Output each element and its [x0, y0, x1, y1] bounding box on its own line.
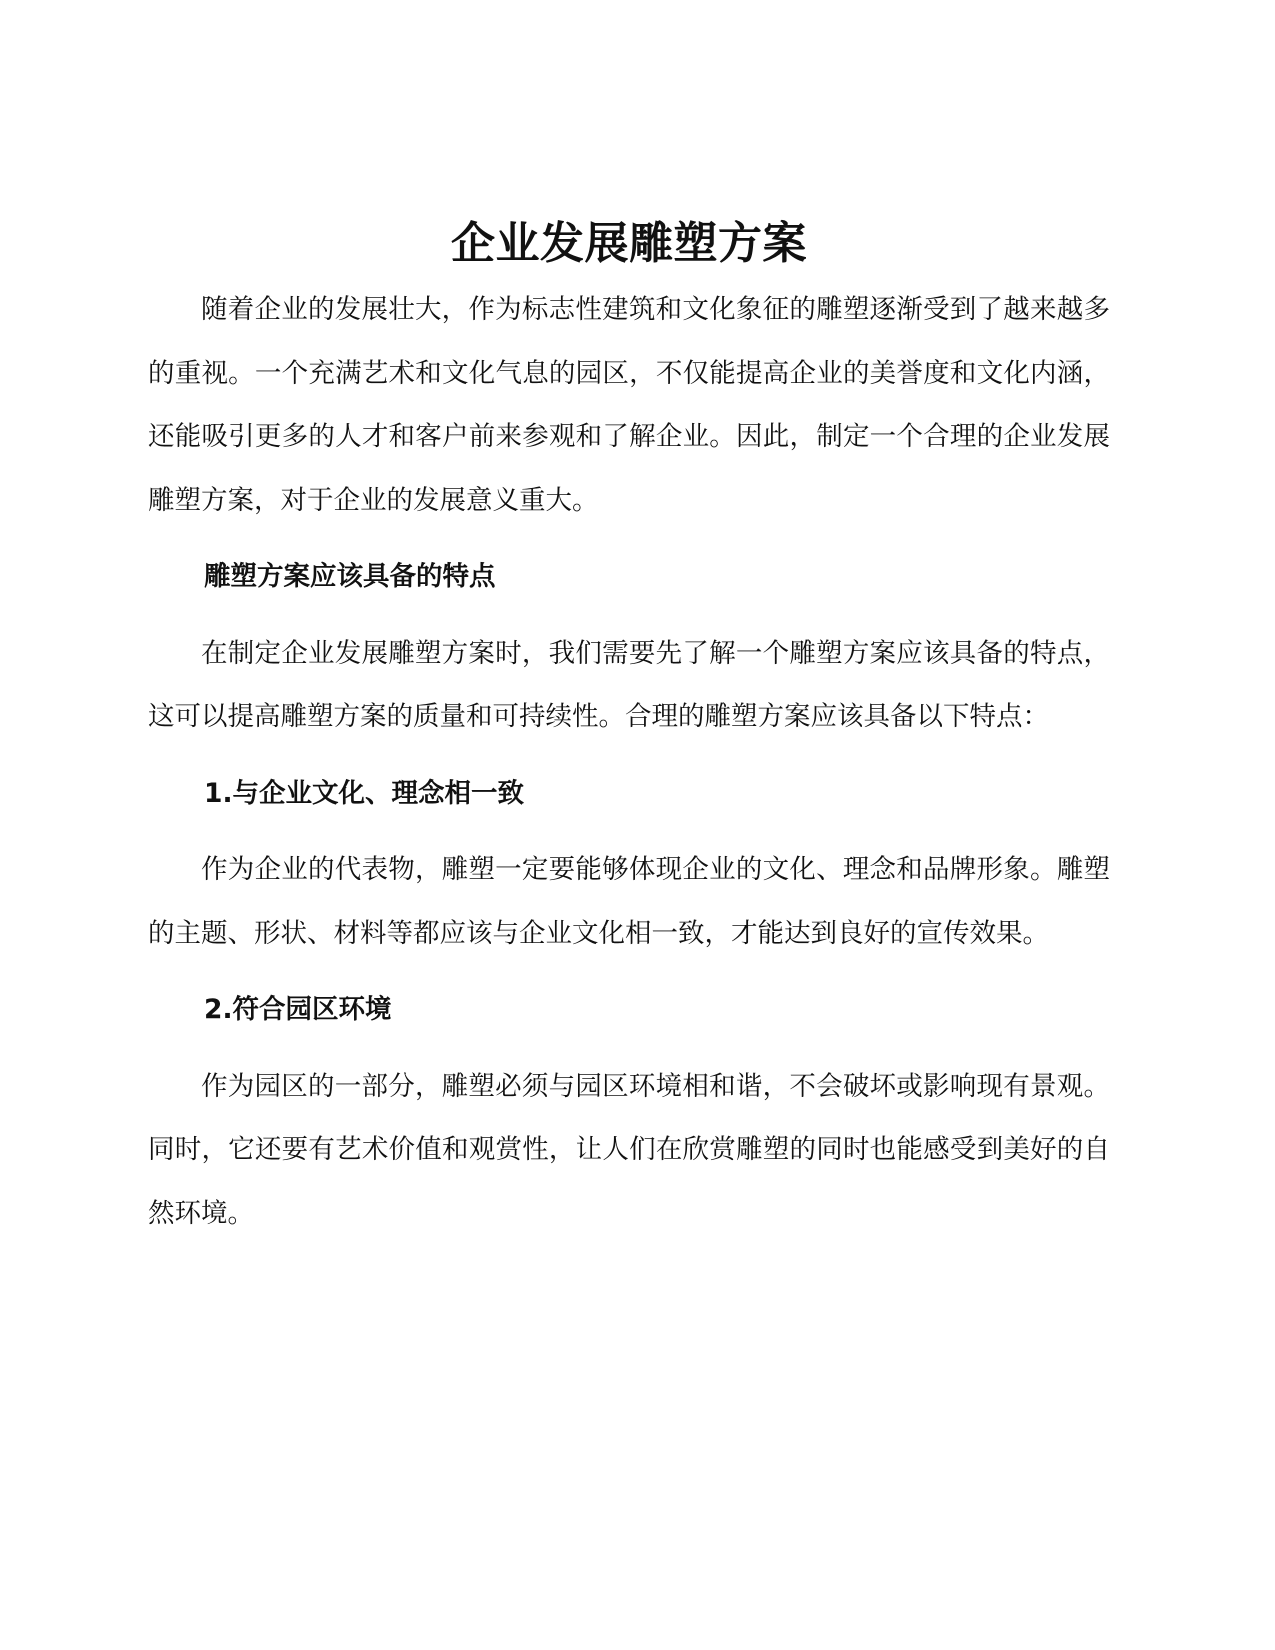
- point-1-paragraph: 作为企业的代表物，雕塑一定要能够体现企业的文化、理念和品牌形象。雕塑的主题、形状、材料等都应该与企业文化相一致，才能达到良好的宣传效果。: [148, 854, 1110, 949]
- point-2-heading: 2.符合园区环境: [204, 994, 392, 1025]
- section-intro-paragraph: 在制定企业发展雕塑方案时，我们需要先了解一个雕塑方案应该具备的特点，这可以提高雕塑方案的质量和可持续性。合理的雕塑方案应该具备以下特点：: [148, 637, 1110, 732]
- document-content: [148, 210, 1110, 1258]
- point-1-heading: 1.与企业文化、理念相一致: [204, 777, 525, 809]
- point-2-paragraph: 作为园区的一部分，雕塑必须与园区环境相和谐，不会破坏或影响现有景观。同时，它还要有艺术价值和观赏性，让人们在欣赏雕塑的同时也能感受到美好的自然环境。: [148, 1070, 1110, 1229]
- intro-paragraph: 随着企业的发展壮大，作为标志性建筑和文化象征的雕塑逐渐受到了越来越多的重视。一个充满艺术和文化气息的园区，不仅能提高企业的美誉度和文化内涵，还能吸引更多的人才和客户前来参观和了解企业。因此，制定一个合理的企业发展雕塑方案，对于企业的发展意义重大。: [148, 294, 1110, 516]
- document-title: 企业发展雕塑方案: [451, 218, 807, 269]
- section-heading: 雕塑方案应该具备的特点: [204, 561, 496, 592]
